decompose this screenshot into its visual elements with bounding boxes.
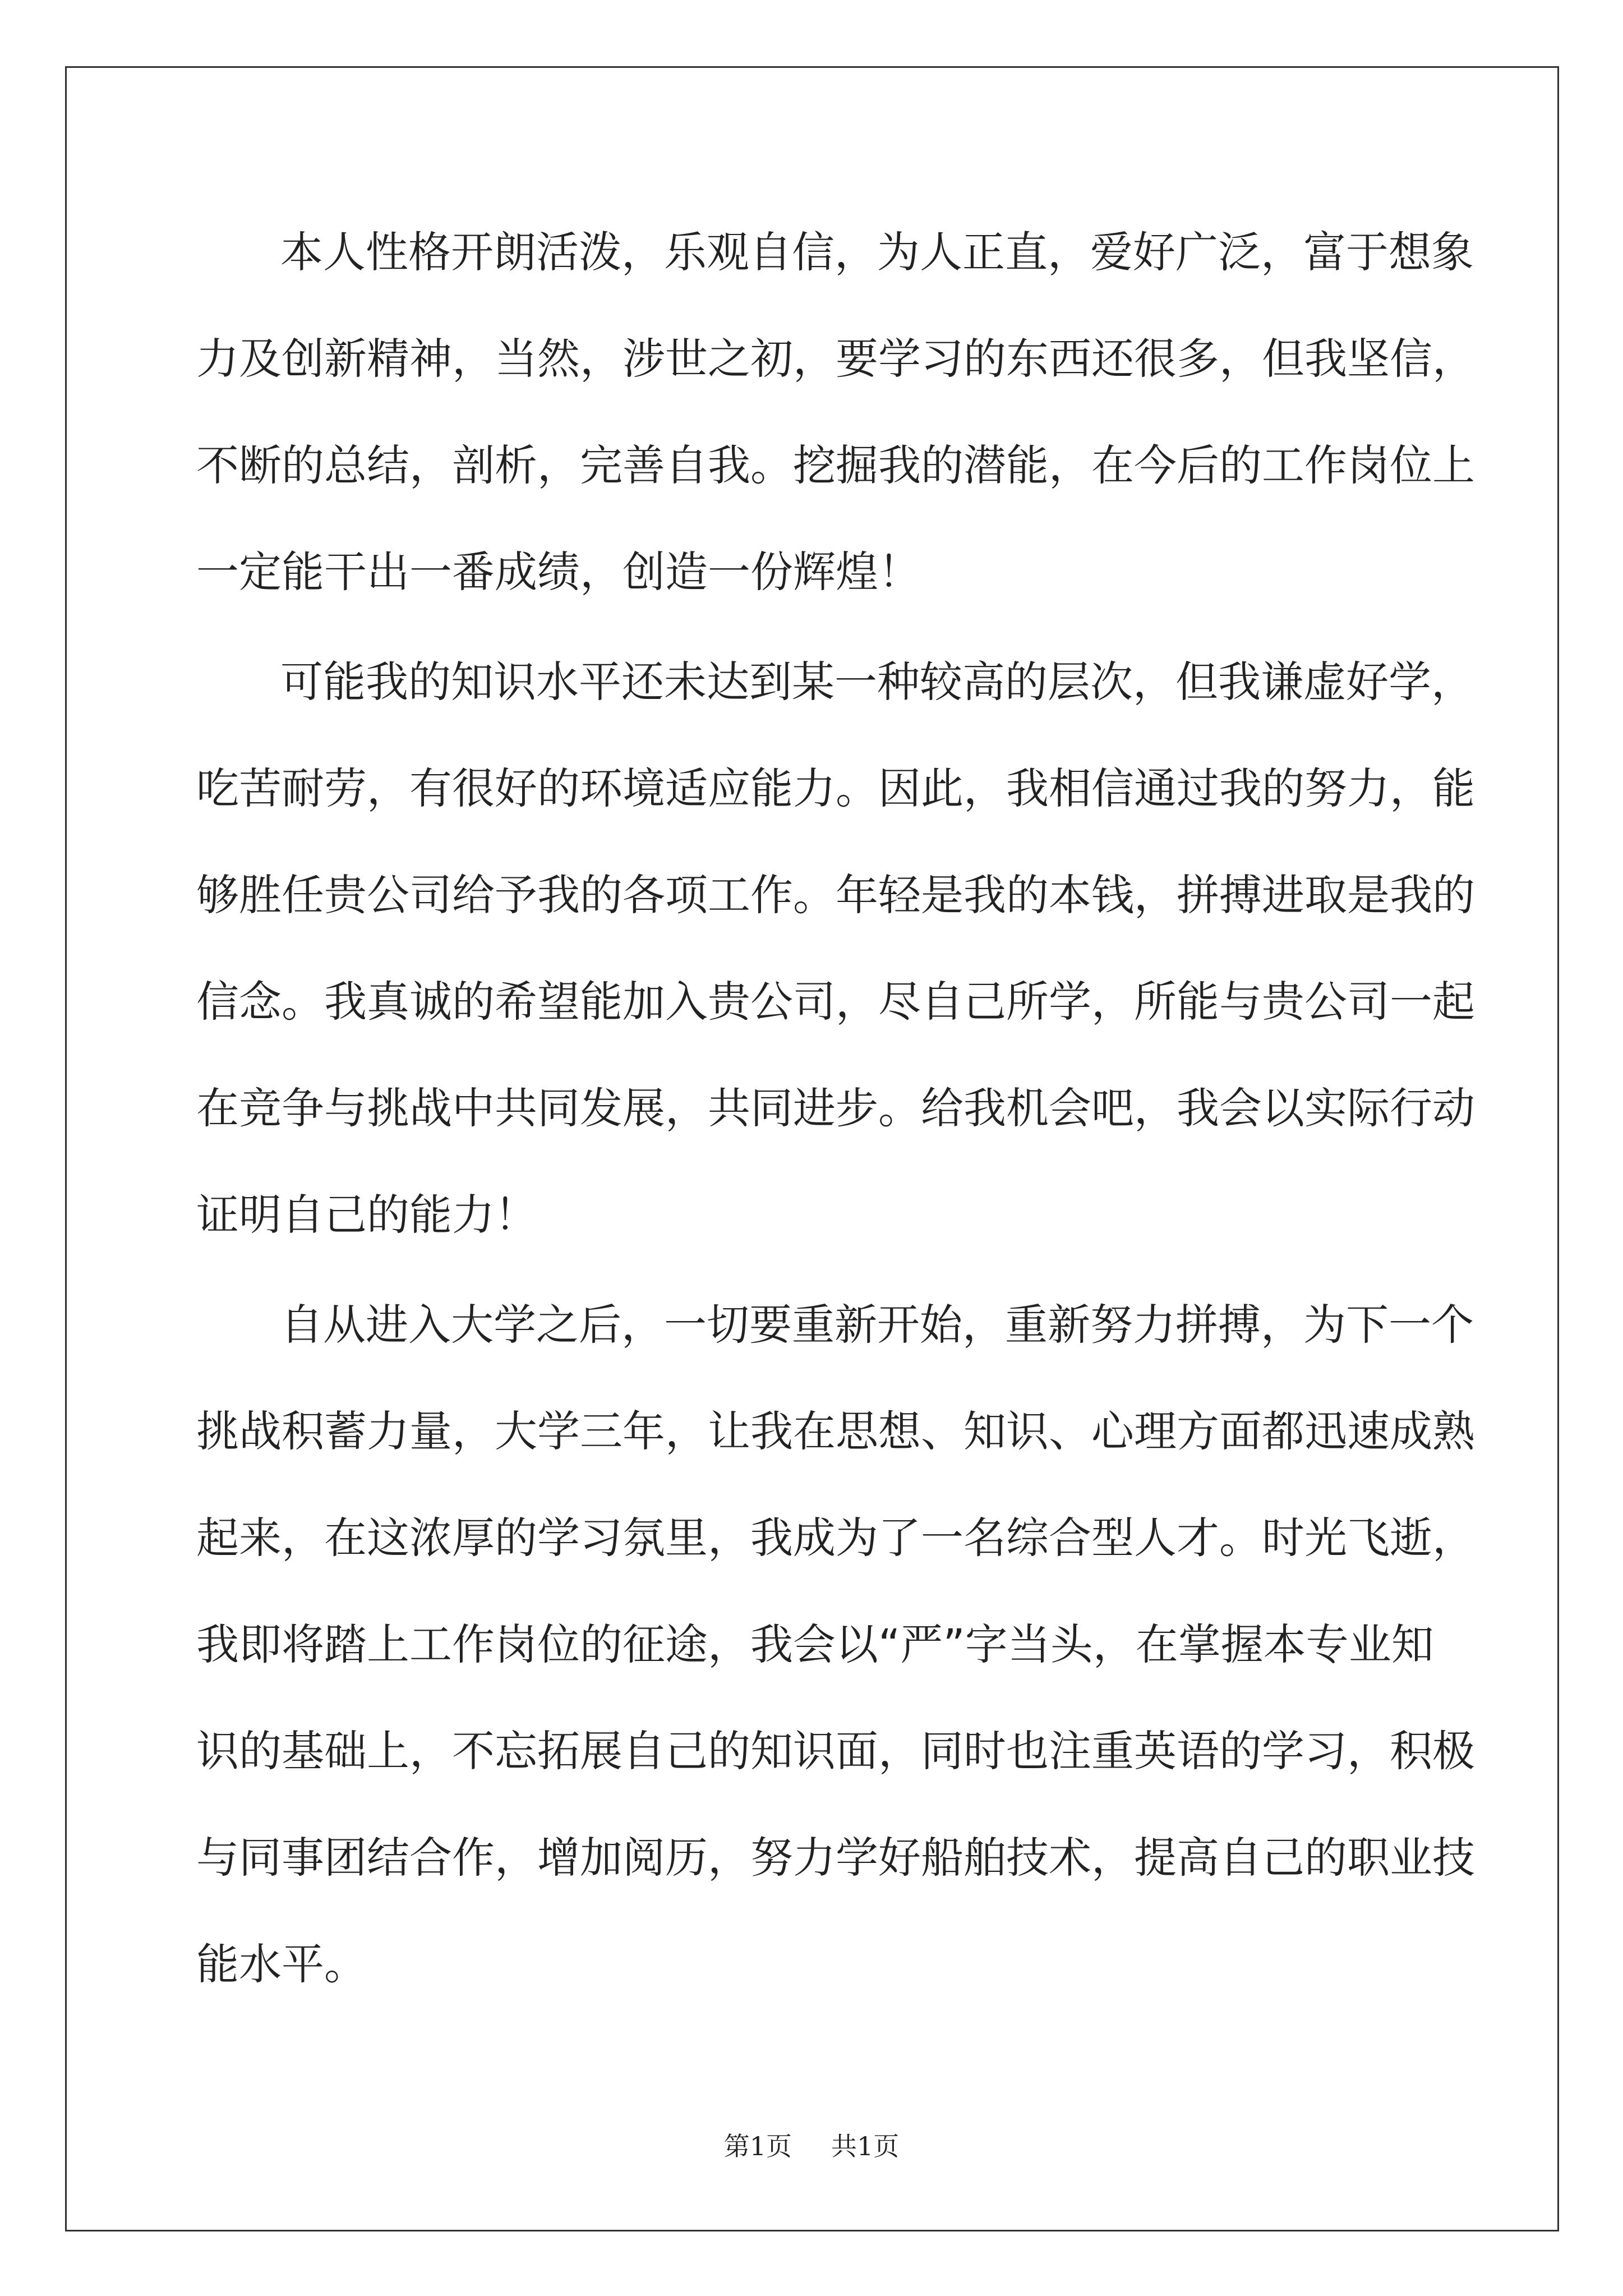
paragraph-3-line-4: 我即将踏上工作岗位的征途，我会以“严”字当头，在掌握本专业知 (196, 1619, 1434, 1669)
paragraph-1-line-3: 不断的总结，剖析，完善自我。挖掘我的潜能，在今后的工作岗位上 (196, 440, 1475, 490)
paragraph-2-line-2: 吃苦耐劳，有很好的环境适应能力。因此，我相信通过我的努力，能 (196, 763, 1475, 813)
page-frame (65, 66, 1559, 2231)
paragraph-3-line-7: 能水平。 (196, 1939, 367, 1989)
page-footer (0, 2126, 1623, 2163)
paragraph-2-line-5: 在竞争与挑战中共同发展，共同进步。给我机会吧，我会以实际行动 (196, 1083, 1475, 1133)
paragraph-2-line-1: 可能我的知识水平还未达到某一种较高的层次，但我谦虚好学， (280, 657, 1474, 707)
page-total: 共1页 (831, 2131, 900, 2161)
paragraph-3-line-3: 起来，在这浓厚的学习氛里，我成为了一名综合型人才。时光飞逝， (196, 1513, 1475, 1563)
paragraph-1-line-2: 力及创新精神，当然，涉世之初，要学习的东西还很多，但我坚信， (196, 334, 1475, 384)
page-number: 第1页 (723, 2131, 792, 2161)
paragraph-3-line-2: 挑战积蓄力量，大学三年，让我在思想、知识、心理方面都迅速成熟 (196, 1406, 1475, 1456)
paragraph-3-line-1: 自从进入大学之后，一切要重新开始，重新努力拼搏，为下一个 (280, 1300, 1474, 1350)
paragraph-2-line-6: 证明自己的能力！ (196, 1190, 537, 1240)
paragraph-2-line-3: 够胜任贵公司给予我的各项工作。年轻是我的本钱，拼搏进取是我的 (196, 870, 1475, 920)
paragraph-3-line-6: 与同事团结合作，增加阅历，努力学好船舶技术，提高自己的职业技 (196, 1833, 1475, 1883)
paragraph-3-line-5: 识的基础上，不忘拓展自己的知识面，同时也注重英语的学习，积极 (196, 1726, 1475, 1776)
paragraph-1-line-4: 一定能干出一番成绩，创造一份辉煌！ (196, 547, 921, 597)
paragraph-2-line-4: 信念。我真诚的希望能加入贵公司，尽自己所学，所能与贵公司一起 (196, 977, 1475, 1027)
paragraph-1-line-1: 本人性格开朗活泼，乐观自信，为人正直，爱好广泛，富于想象 (280, 227, 1474, 277)
